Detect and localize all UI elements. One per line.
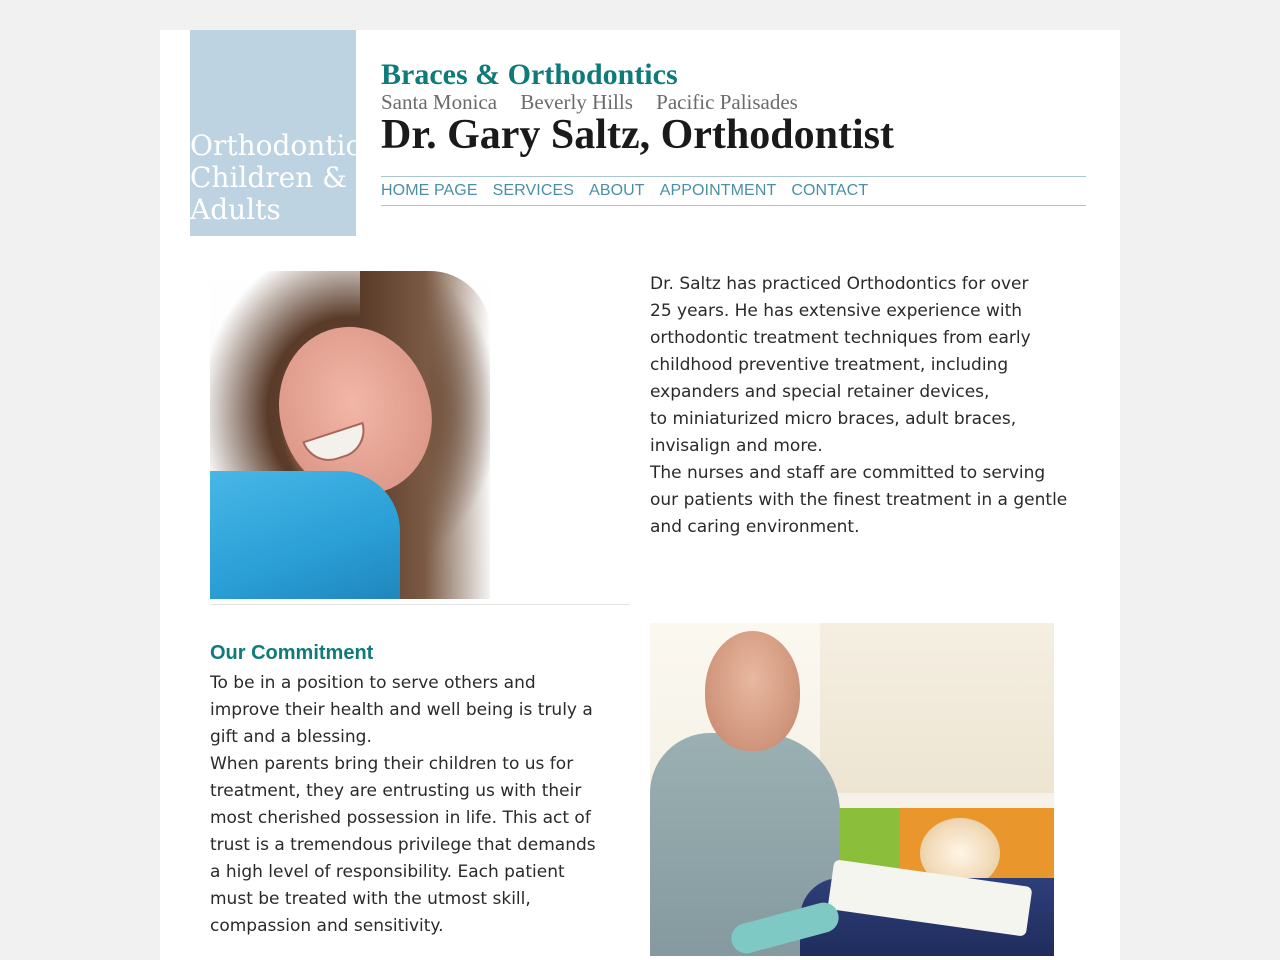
logo-box[interactable]: [190, 30, 376, 236]
photo-doctor-head: [705, 631, 800, 751]
location-santa-monica: Santa Monica: [381, 90, 498, 114]
girl-with-braces-photo: [210, 271, 490, 599]
location-beverly-hills: Beverly Hills: [520, 90, 633, 114]
locations-line: [381, 90, 1086, 114]
nav-contact[interactable]: CONTACT: [791, 182, 869, 199]
main-nav: [381, 176, 1086, 206]
intro-paragraph: Dr. Saltz has practiced Orthodontics for over 25 years. He has extensive experience with orthodontic treatment techniques from early childhood preventive treatment, including expanders and special retainer devices, to miniaturized micro braces, adult braces, invisalign and more. The nurses and staff are committed to serving our patients with the finest treatment in a gentle and caring environment.: [650, 274, 1068, 537]
photo-wall: [820, 623, 1054, 793]
commitment-heading: Our Commitment: [210, 642, 374, 664]
location-pacific-palisades: Pacific Palisades: [656, 90, 798, 114]
section-divider: [210, 604, 630, 605]
site-tagline: Braces & Orthodontics: [381, 58, 678, 91]
page-container: [160, 30, 1120, 960]
site-header: [381, 58, 1086, 186]
nav-about[interactable]: ABOUT: [589, 182, 645, 199]
page-title: Dr. Gary Saltz, Orthodontist: [381, 112, 894, 158]
photo-shirt: [210, 471, 400, 599]
logo-line-3: Adults: [190, 193, 281, 226]
nav-services[interactable]: SERVICES: [492, 182, 575, 199]
doctor-with-patient-photo: [650, 623, 1054, 956]
logo-line-2: Children &: [190, 161, 348, 194]
logo-text: [190, 129, 376, 226]
commitment-paragraph: To be in a position to serve others and improve their health and well being is truly a gift and a blessing. When parents bring their children to us for treatment, they are entrusting us with their most cherished possession in life. This act of trust is a tremendous privilege that demands a high level of responsibility. Each patient must be treated with the utmost skill, compassion and sensitivity.: [210, 673, 596, 936]
nav-home-page[interactable]: HOME PAGE: [381, 182, 478, 199]
nav-appointment[interactable]: APPOINTMENT: [659, 182, 777, 199]
logo-line-1: Orthodontics: [190, 129, 376, 162]
